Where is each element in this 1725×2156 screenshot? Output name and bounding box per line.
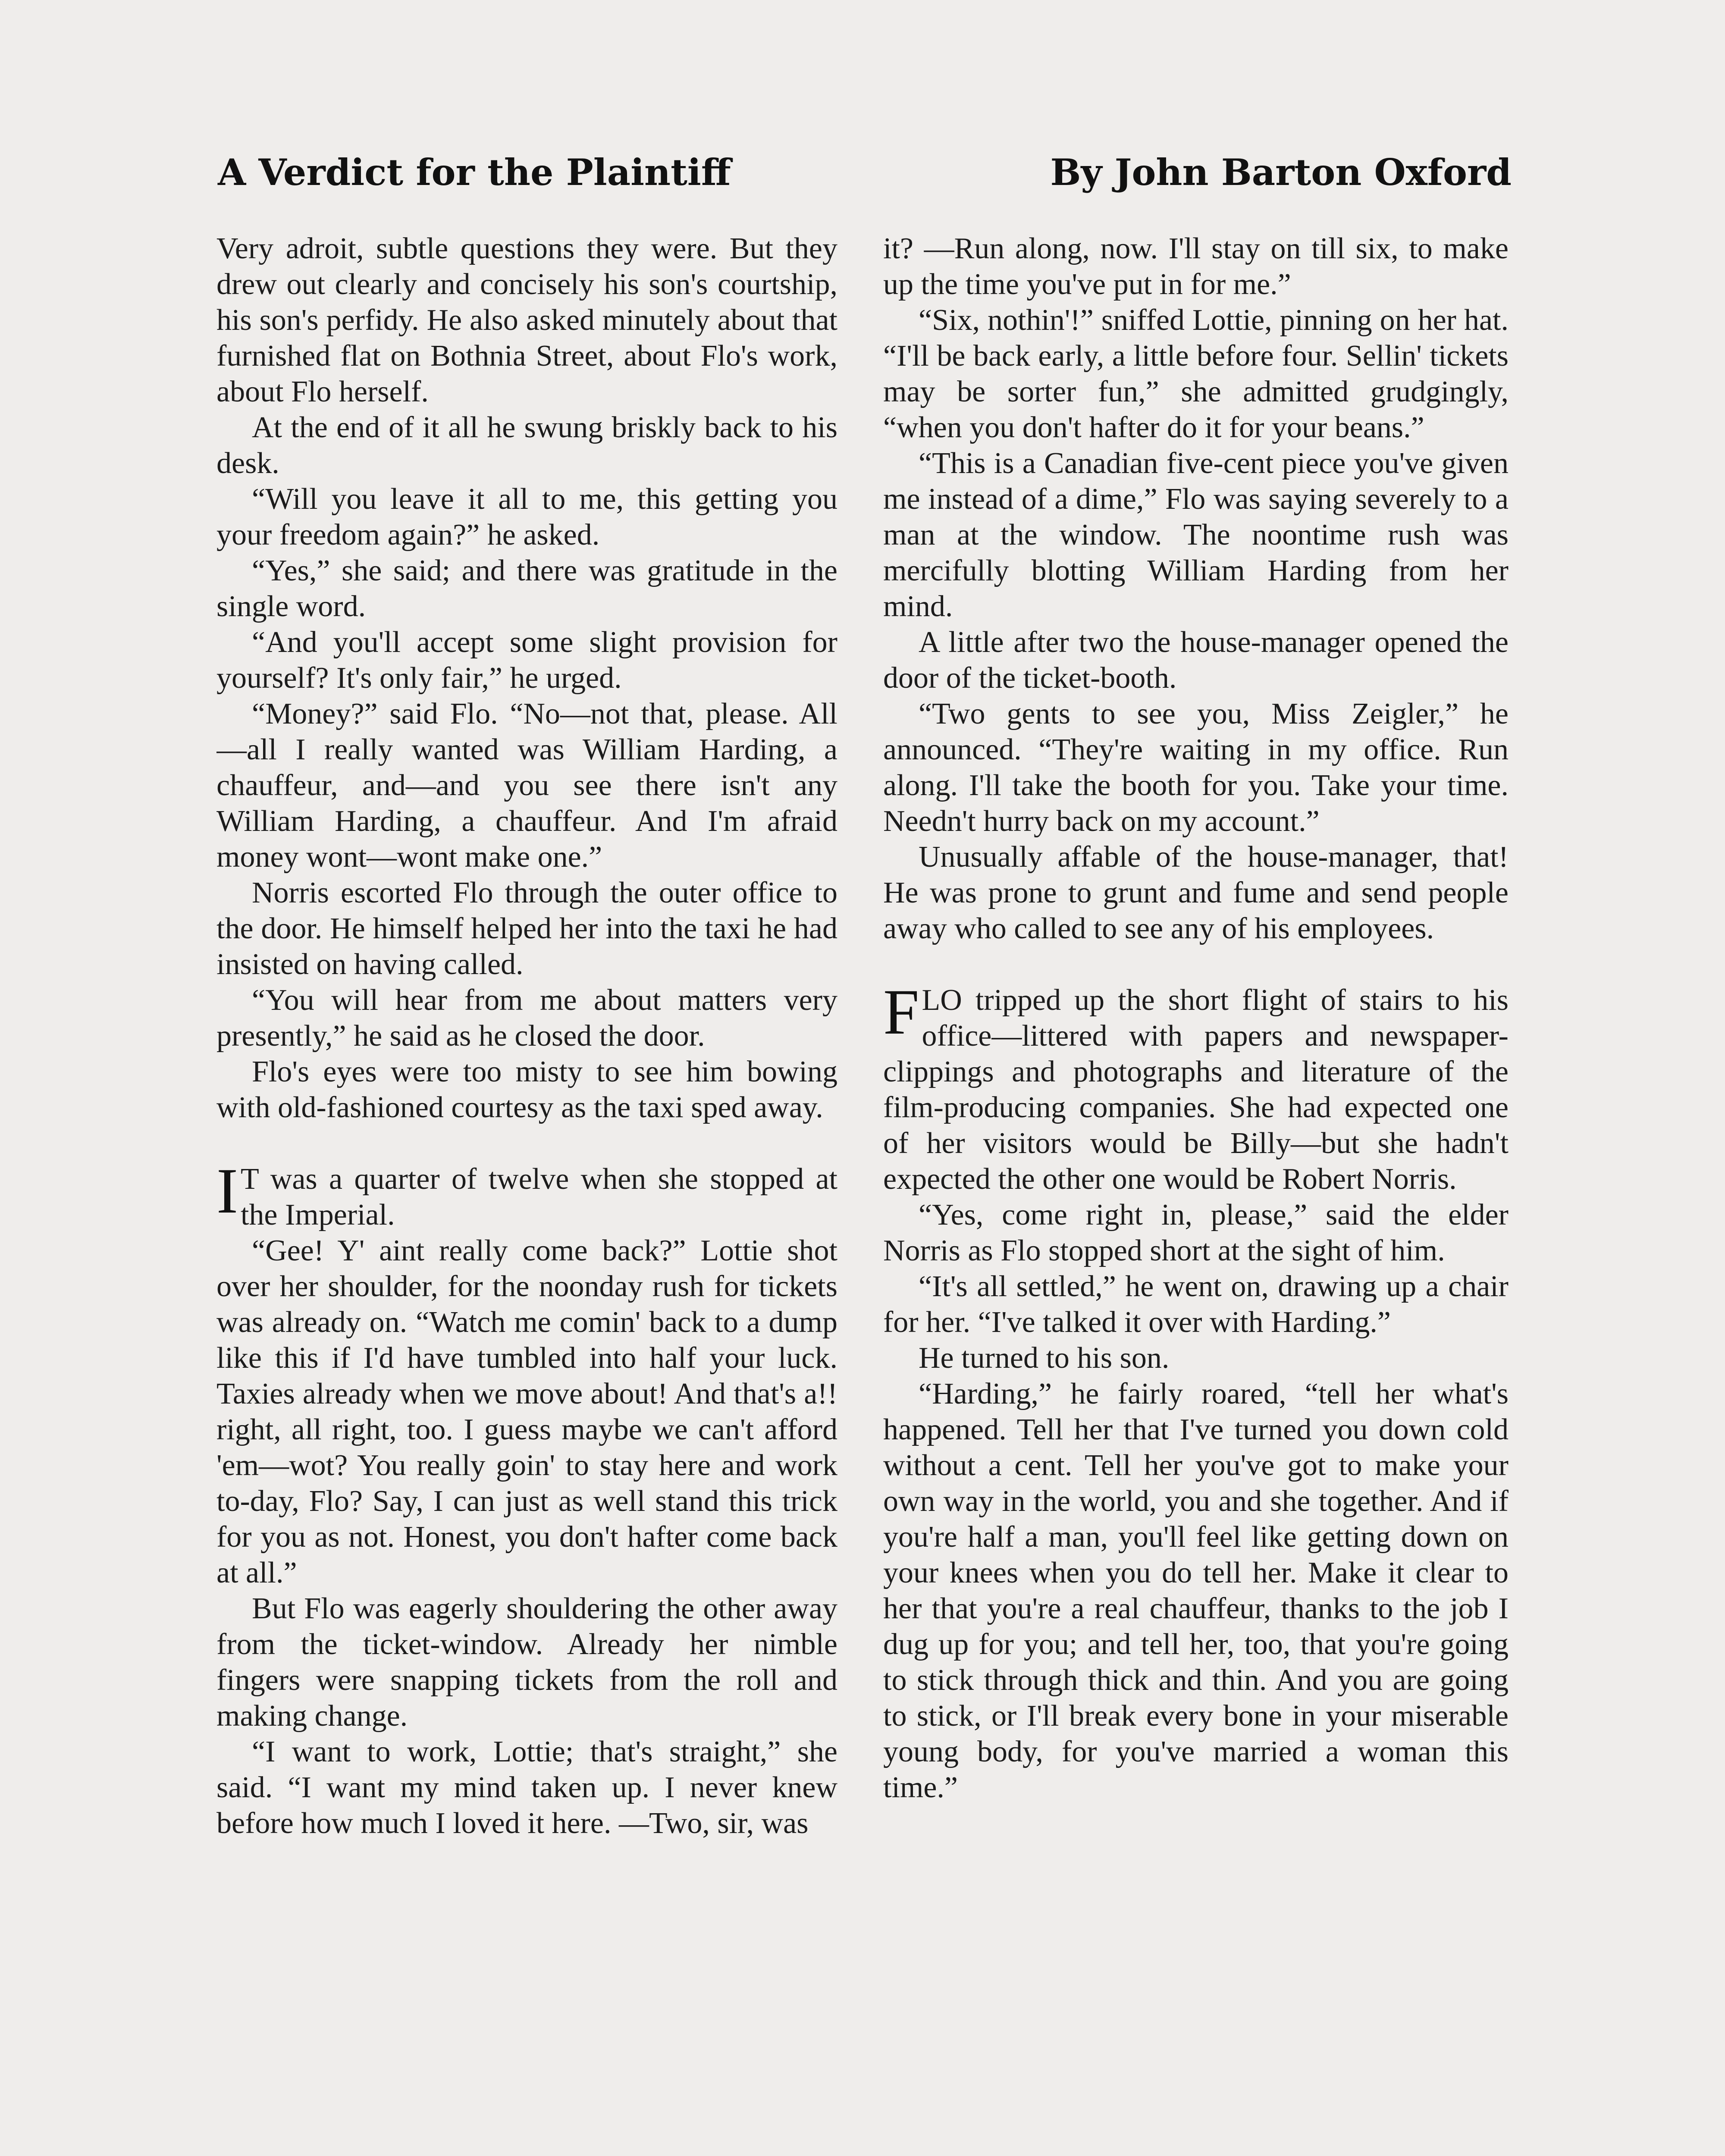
- story-byline: By John Barton Oxford: [1050, 151, 1512, 194]
- paragraph: “Harding,” he fairly roared, “tell her what's happened. Tell her that I've turned you down cold without a cent. Tell her you've got to make your own way in the world, you and she together. And if you're half a man, you'll feel like getting down on your knees when you do tell her. Make it clear to her that you're a real chauffeur, thanks to the job I dug up for you; and tell her, too, that you're going to stick through thick and thin. And you are going to stick, or I'll break every bone in your miserable young body, for you've married a woman this time.”: [883, 1377, 1509, 1804]
- story-title: A Verdict for the Plaintiff: [218, 151, 731, 194]
- paragraph: “You will hear from me about matters very presently,” he said as he closed the door.: [216, 984, 837, 1053]
- paragraph: He turned to his son.: [919, 1341, 1170, 1375]
- paragraph: “Gee! Y' aint really come back?” Lottie shot over her shoulder, for the noonday rush for tickets was already on. “Watch me comin' back to a dump like this if I'd have tumbled into half your luck. Taxies already when we move about! And that's a!! right, all right, too. I guess maybe we can't afford 'em—wot? You really goin' to stay here and work to-day, Flo? Say, I can just as well stand this trick for you as not. Honest, you don't hafter come back at all.”: [216, 1234, 837, 1589]
- paragraph: But Flo was eagerly shouldering the other away from the ticket-window. Already her nimble fingers were snapping tickets from the roll and making change.: [216, 1592, 837, 1733]
- paragraph: Norris escorted Flo through the outer office to the door. He himself helped her into the taxi he had insisted on having called.: [216, 876, 837, 981]
- paragraph: Flo's eyes were too misty to see him bowing with old-fashioned courtesy as the taxi sped away.: [216, 1055, 837, 1124]
- paragraph: “I want to work, Lottie; that's straight,” she said. “I want my mind taken up. I never knew before how much I loved it here. —Two, sir, was: [216, 1735, 837, 1840]
- right-column: [883, 231, 1509, 2156]
- section-opening-text: LO tripped up the short flight of stairs to his office—littered with papers and newspaper-clippings and photographs and literature of the film-producing companies. She had expected one of her visitors would be Billy—but she hadn't expected the other one would be Robert Norris.: [883, 984, 1509, 1196]
- paragraph: “It's all settled,” he went on, drawing up a chair for her. “I've talked it over with Harding.”: [883, 1270, 1509, 1339]
- paragraph: “Money?” said Flo. “No—not that, please. All—all I really wanted was William Harding, a chauffeur, and—and you see there isn't any William Harding, a chauffeur. And I'm afraid money wont—wont make one.”: [216, 697, 837, 874]
- section-opening-paragraph: [883, 976, 1509, 1197]
- paragraph: “Six, nothin'!” sniffed Lottie, pinning on her hat. “I'll be back early, a little before four. Sellin' tickets may be sorter fun,” she admitted grudgingly, “when you don't hafter do it for your beans.”: [883, 304, 1509, 444]
- section-opening-paragraph: [216, 1155, 837, 1233]
- paragraph: “Two gents to see you, Miss Zeigler,” he announced. “They're waiting in my office. Run along. I'll take the booth for you. Take your time. Needn't hurry back on my account.”: [883, 697, 1509, 838]
- paragraph: “Yes,” she said; and there was gratitude in the single word.: [216, 554, 837, 623]
- left-column: [216, 231, 837, 2156]
- section-opening-text: T was a quarter of twelve when she stopped at the Imperial.: [240, 1163, 837, 1232]
- paragraph: A little after two the house-manager opened the door of the ticket-booth.: [883, 626, 1509, 695]
- paragraph: it? —Run along, now. I'll stay on till six, to make up the time you've put in for me.”: [883, 232, 1509, 301]
- paragraph: “This is a Canadian five-cent piece you've given me instead of a dime,” Flo was saying severely to a man at the window. The noontime rush was mercifully blotting William Harding from her mind.: [883, 447, 1509, 623]
- paragraph: “Yes, come right in, please,” said the elder Norris as Flo stopped short at the sight of him.: [883, 1198, 1509, 1267]
- paragraph: “Will you leave it all to me, this getting you your freedom again?” he asked.: [216, 483, 837, 552]
- drop-cap: F: [883, 976, 919, 1048]
- drop-cap: I: [216, 1155, 238, 1227]
- paragraph: At the end of it all he swung briskly back to his desk.: [216, 411, 837, 480]
- running-header: [218, 149, 1512, 201]
- paragraph: Unusually affable of the house-manager, that! He was prone to grunt and fume and send people away who called to see any of his employees.: [883, 840, 1509, 945]
- paragraph: Very adroit, subtle questions they were. But they drew out clearly and concisely his son's courtship, his son's perfidy. He also asked minutely about that furnished flat on Bothnia Street, about Flo's work, about Flo herself.: [216, 232, 837, 408]
- paragraph: “And you'll accept some slight provision for yourself? It's only fair,” he urged.: [216, 626, 837, 695]
